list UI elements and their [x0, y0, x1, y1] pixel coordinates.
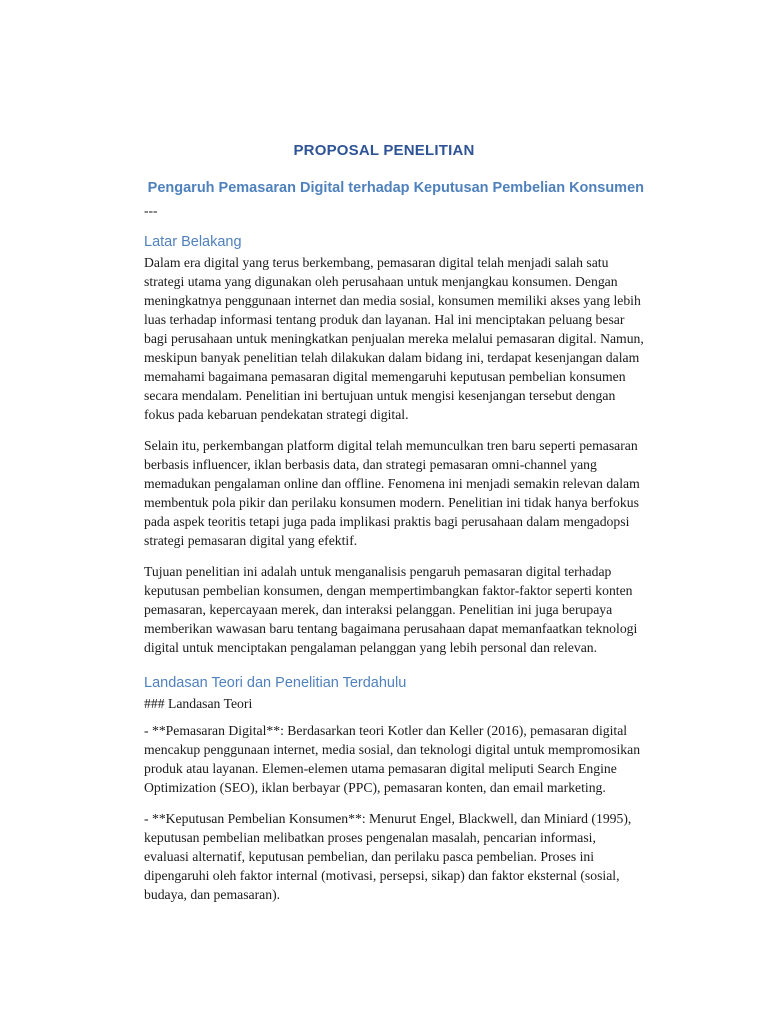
paragraph: - **Pemasaran Digital**: Berdasarkan teori Kotler dan Keller (2016), pemasaran digital mencakup penggunaan internet, media sosial, dan teknologi digital untuk mempromosikan produk atau layanan. Elemen-elemen utama pemasaran digital meliputi Search Engine Optimization (SEO), iklan berbayar (PPC), pemasaran konten, dan email marketing.	[144, 723, 641, 795]
section-heading: Landasan Teori dan Penelitian Terdahulu	[144, 675, 407, 691]
paragraph: Tujuan penelitian ini adalah untuk menganalisis pengaruh pemasaran digital terhadap keputusan pembelian konsumen, dengan mempertimbangkan faktor-faktor seperti konten pemasaran, kepercayaan merek, dan interaksi pelanggan. Penelitian ini juga berupaya memberikan wawasan baru tentang bagaimana perusahaan dapat memanfaatkan teknologi digital untuk menciptakan pengalaman pelanggan yang lebih personal dan relevan.	[144, 564, 638, 655]
paragraph: Selain itu, perkembangan platform digital telah memunculkan tren baru seperti pemasaran berbasis influencer, iklan berbasis data, dan strategi pemasaran omni-channel yang memadukan pengalaman online dan offline. Fenomena ini menjadi semakin relevan dalam membentuk pola pikir dan perilaku konsumen modern. Penelitian ini tidak hanya berfokus pada aspek teoritis tetapi juga pada implikasi praktis bagi perusahaan dalam mengadopsi strategi pemasaran digital yang efektif.	[144, 438, 640, 548]
document-subtitle: Pengaruh Pemasaran Digital terhadap Keputusan Pembelian Konsumen	[147, 180, 644, 196]
document-body	[144, 234, 644, 916]
paragraph: - **Keputusan Pembelian Konsumen**: Menurut Engel, Blackwell, dan Miniard (1995), keputusan pembelian melibatkan proses pengenalan masalah, pencarian informasi, evaluasi alternatif, keputusan pembelian, dan perilaku pasca pembelian. Proses ini dipengaruhi oleh faktor internal (motivasi, persepsi, sikap) dan faktor eksternal (sosial, budaya, dan pemasaran).	[144, 811, 632, 902]
paragraph: Dalam era digital yang terus berkembang, pemasaran digital telah menjadi salah satu strategi utama yang digunakan oleh perusahaan untuk menjangkau konsumen. Dengan meningkatnya penggunaan internet dan media sosial, konsumen memiliki akses yang lebih luas terhadap informasi tentang produk dan layanan. Hal ini menciptakan peluang besar bagi perusahaan untuk meningkatkan penjualan mereka melalui pemasaran digital. Namun, meskipun banyak penelitian telah dilakukan dalam bidang ini, terdapat kesenjangan dalam memahami bagaimana pemasaran digital memengaruhi keputusan pembelian konsumen secara mendalam. Penelitian ini bertujuan untuk mengisi kesenjangan tersebut dengan fokus pada kebaruan pendekatan strategi digital.	[144, 255, 644, 422]
subheading-text: ### Landasan Teori	[144, 696, 253, 711]
section-heading: Latar Belakang	[144, 234, 242, 250]
document-title: PROPOSAL PENELITIAN	[293, 142, 475, 159]
divider-text: ---	[144, 203, 158, 218]
section-latar-belakang	[144, 234, 644, 657]
section-landasan-teori	[144, 675, 644, 904]
